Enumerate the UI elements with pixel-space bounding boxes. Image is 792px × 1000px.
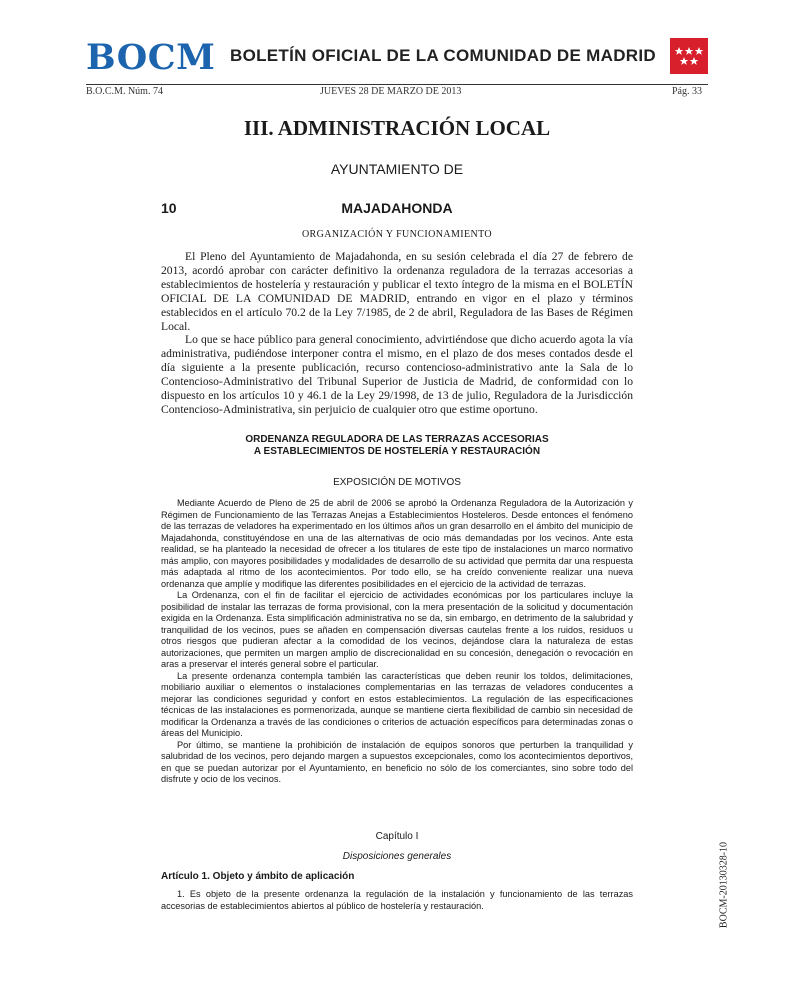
intro-text (161, 250, 633, 417)
body-paragraph: La presente ordenanza contempla también las características que deben reunir los toldos, delimitaciones, mobiliario auxiliar o elementos o instalaciones complementarias en las terrazas de veladores conducentes a mejorar las condiciones seguridad y confort en estos establecimientos. La regulación de las especificaciones técnicas de las instalaciones es pormenorizada, aunque se mantiene cierta flexibilidad de cambio sin necesidad de modificar la Ordenanza a través de las condiciones o criterios de actuación específicos para determinadas zonas o áreas del Municipio. (161, 670, 633, 738)
madrid-flag-icon (670, 38, 708, 74)
chapter-subtitle: Disposiciones generales (342, 851, 452, 862)
chapter-label: Capítulo I (375, 831, 419, 842)
header-rule (86, 84, 708, 85)
ordinance-title-line: A ESTABLECIMIENTOS DE HOSTELERÍA Y RESTAURACIÓN (253, 446, 541, 457)
article-heading: Artículo 1. Objeto y ámbito de aplicación (161, 871, 355, 882)
subject-heading: ORGANIZACIÓN Y FUNCIONAMIENTO (301, 229, 493, 240)
issue-date: JUEVES 28 DE MARZO DE 2013 (320, 86, 462, 97)
exposicion-text (161, 498, 633, 786)
ordinance-title-line: ORDENANZA REGULADORA DE LAS TERRAZAS ACCESORIAS (245, 434, 549, 445)
ordinance-title (161, 434, 633, 458)
intro-paragraph: El Pleno del Ayuntamiento de Majadahonda, en su sesión celebrada el día 27 de febrero de 2013, acordó aprobar con carácter definitivo la ordenanza reguladora de la terrazas accesorias a establecimientos de hostelería y restauración y publicar el texto íntegro de la misma en el BOLETÍN OFICIAL DE LA COMUNIDAD DE MADRID, entrando en vigor en el plazo y términos establecidos en el artículo 70.2 de la Ley 7/1985, de 2 de abril, Reguladora de las Bases de Régimen Local. (161, 250, 633, 333)
intro-paragraph: Lo que se hace público para general conocimiento, advirtiéndose que dicho acuerdo agota la vía administrativa, pudiéndose interponer contra el mismo, en el plazo de dos meses contados desde el día siguiente a la presente publicación, recurso contencioso-administrativo ante la Sala de lo Contencioso-Administrativo del Tribunal Superior de Justicia de Madrid, de conformidad con lo dispuesto en los artículos 10 y 46.1 de la Ley 29/1998, de 13 de julio, Reguladora de la Jurisdicción Contencioso-Administrativa, sin perjuicio de cualquier otro que estime oportuno. (161, 333, 633, 416)
announcement-number: 10 (161, 200, 177, 216)
body-paragraph: Mediante Acuerdo de Pleno de 25 de abril de 2006 se aprobó la Ordenanza Reguladora de la Autorización y Régimen de Funcionamiento de las Terrazas Anejas a Establecimientos Hosteleros. Desde entonces el fenómeno de las terrazas de veladores ha experimentado en los últimos años un gran desarrollo en el ámbito del municipio de Majadahonda, constituyéndose en una de las alternativas de ocio más demandadas por los vecinos. Ante esta realidad, se ha planteado la necesidad de ofrecer a los titulares de este tipo de instalaciones un marco normativo más amplio, con mayores posibilidades y modalidades de desarrollo de su actividad que permita dar una respuesta más adaptada al ritmo de los acontecimientos. Por todo ello, se ha creído conveniente realizar una nueva ordenanza que amplíe y modifique las diferentes posibilidades en el ejercicio de la actividad de terrazas. (161, 498, 633, 589)
body-paragraph: Por último, se mantiene la prohibición de instalación de equipos sonoros que perturben la tranquilidad y salubridad de los vecinos, pero dejando margen a supuestos excepcionales, como los acontecimientos deportivos, en que se puedan autorizar por el Ayuntamiento, en beneficio no sólo de los comerciantes, sino sobre todo del disfrute y ocio de los vecinos. (161, 739, 633, 784)
article-text: 1. Es objeto de la presente ordenanza la regulación de la instalación y funcionamiento de las terrazas accesorias de establecimientos abiertos al público de hostelería y restauración. (161, 889, 633, 911)
bocm-logo: BOCM (86, 37, 216, 78)
body-paragraph: La Ordenanza, con el fin de facilitar el ejercicio de actividades económicas por los particulares incluye la posibilidad de instalar las terrazas de forma provisional, con la mera presentación de la solicitud y documentación exigida en la Ordenanza. Esta simplificación administrativa no se da, sin embargo, en detrimento de la salubridad y tranquilidad de los vecinos, pues se añaden en compensación diversas cautelas frente a los ruidos, residuos u otros riesgos que pudieran afectar a la comodidad de los vecinos, dejándose clara la naturaleza de estas autorizaciones, que permiten un margen amplio de discrecionalidad en su concesión, denegación o revocación en aras a preservar el interés general sobre el particular. (161, 590, 633, 669)
section-title: III. ADMINISTRACIÓN LOCAL (243, 116, 551, 140)
bulletin-title: BOLETÍN OFICIAL DE LA COMUNIDAD DE MADRID (230, 46, 656, 65)
document-id-text: BOCM-20130328-10 (718, 841, 730, 929)
exposicion-heading: EXPOSICIÓN DE MOTIVOS (333, 477, 461, 488)
town-name: MAJADAHONDA (341, 200, 453, 216)
document-id (716, 835, 732, 935)
ayuntamiento-label: AYUNTAMIENTO DE (330, 161, 464, 177)
page-number: Pág. 33 (672, 86, 702, 97)
issue-number: B.O.C.M. Núm. 74 (86, 86, 163, 97)
